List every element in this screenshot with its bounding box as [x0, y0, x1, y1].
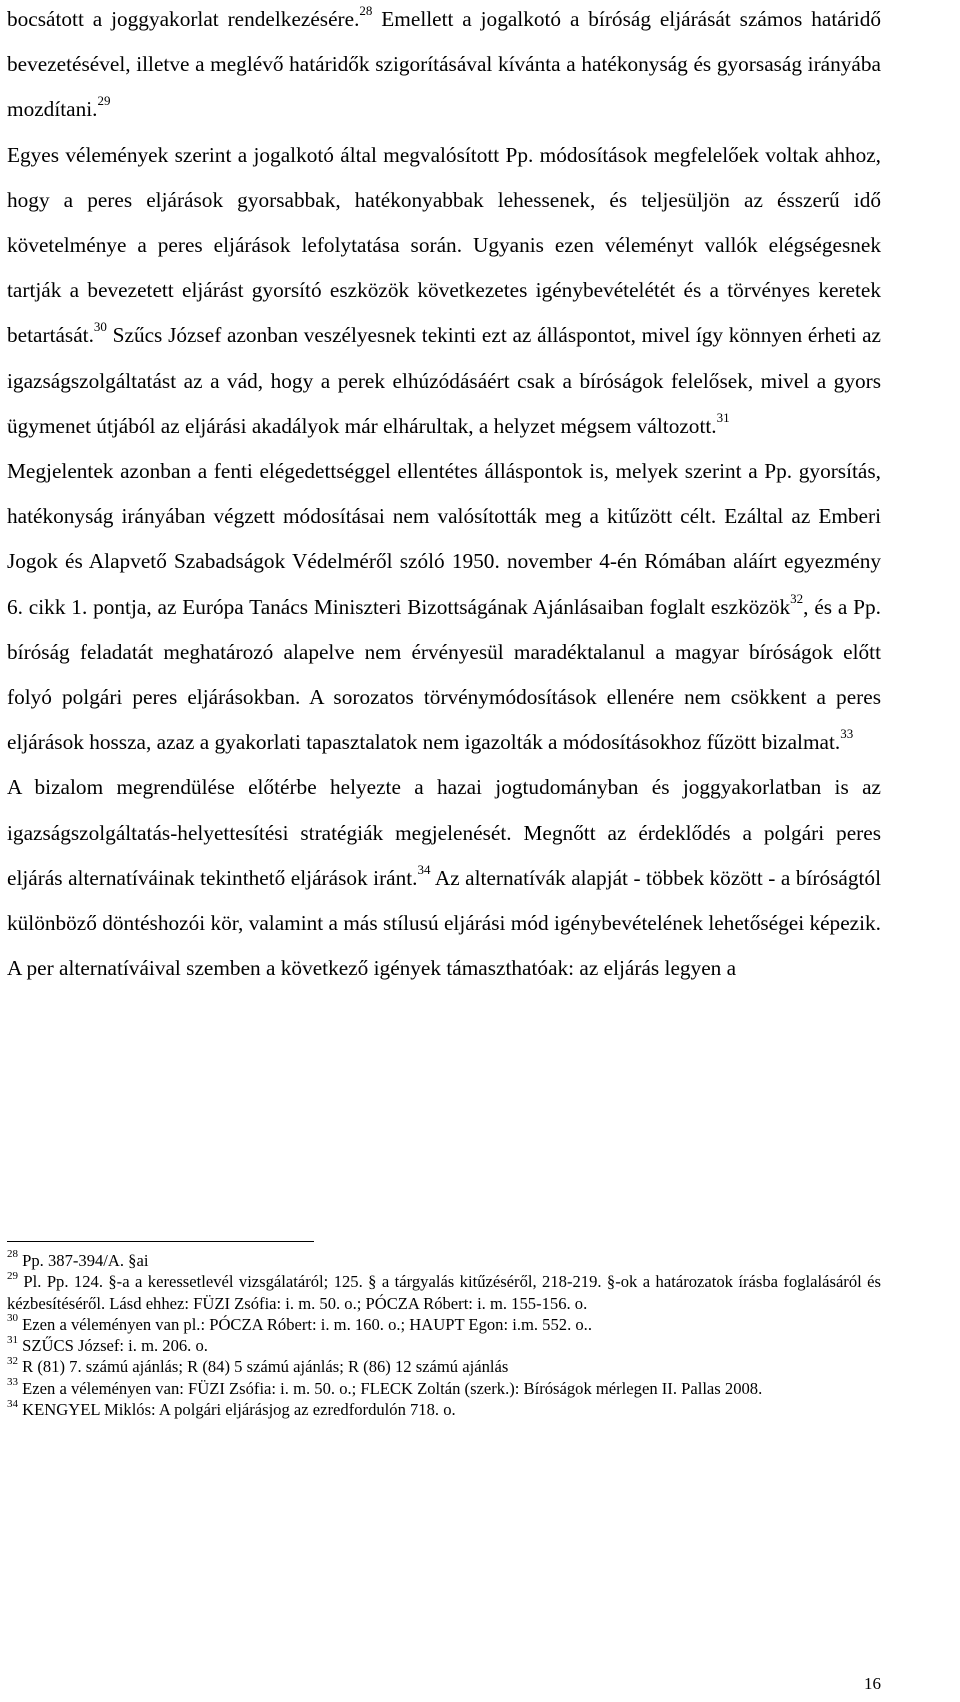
footnote-text: Ezen a véleményen van: FÜZI Zsófia: i. m. 50. o.; FLECK Zoltán (szerk.): Bíróságok mérlegen II. Pallas 2008. — [22, 1378, 763, 1398]
footnote-reference: 30 — [93, 319, 107, 335]
footnote-number: 28 — [7, 1248, 18, 1261]
footnote-number: 34 — [7, 1397, 18, 1410]
footnote — [7, 1356, 881, 1377]
text-run: A bizalom megrendülése előtérbe helyezte a hazai jogtudományban és joggyakorlatban is az igazságszolgáltatás-helyettesítési stratégiák megjelenését. Megnőtt az érdeklődés a polgári peres eljárás alternatíváinak tekinthető eljárások iránt. — [7, 775, 881, 890]
footnote-text: KENGYEL Miklós: A polgári eljárásjog az ezredfordulón 718. o. — [22, 1400, 456, 1420]
text-run: Az alternatívák alapját - többek között - a bíróságtól különböző döntéshozói kör, valamint a más stílusú eljárási mód igénybevételének lehetőségei képezik. A per alternatíváival szemben a következő igények támaszthatóak: az eljárás legyen a — [7, 865, 881, 981]
footnote-text: Ezen a véleményen van pl.: PÓCZA Róbert: i. m. 160. o.; HAUPT Egon: i.m. 552. o.. — [22, 1314, 592, 1334]
text-run: Megjelentek azonban a fenti elégedettséggel ellentétes álláspontok is, melyek szerint a Pp. gyorsítás, hatékonyság irányában végzett módosításai nem valósították meg a kitűzött célt. Ezáltal az Emberi Jogok és Alapvető Szabadságok Védelméről szóló 1950. november 4-én Rómában aláírt egyezmény 6. cikk 1. pontja, az Európa Tanács Miniszteri Bizottságának Ajánlásaiban foglalt eszközök — [7, 459, 881, 619]
page-number: 16 — [864, 1674, 881, 1693]
document-body — [7, 0, 881, 991]
text-run: Emellett a jogalkotó a bíróság eljárását számos határidő bevezetésével, illetve a meglévő határidők szigorításával kívánta a hatékonyság és gyorsaság irányába mozdítani. — [7, 7, 881, 122]
footnotes — [7, 1250, 881, 1420]
text-run: , és a Pp. bíróság feladatát meghatározó alapelve nem érvényesül maradéktalanul a magyar bíróságok előtt folyó polgári peres eljárásokban. A sorozatos törvénymódosítások ellenére nem csökkent a peres eljárások hossza, azaz a gyakorlati tapasztalatok nem igazolták a módosításokhoz fűzött bizalmat. — [7, 594, 881, 755]
footnote-reference: 28 — [359, 2, 373, 18]
footnote — [7, 1335, 881, 1356]
footnote-reference: 31 — [716, 409, 730, 425]
footnote — [7, 1399, 881, 1420]
footnote-text: SZŰCS József: i. m. 206. o. — [22, 1336, 208, 1356]
text-run: Egyes vélemények szerint a jogalkotó által megvalósított Pp. módosítások megfelelőek voltak ahhoz, hogy a peres eljárások gyorsabbak, hatékonyabbak lehessenek, és teljesüljön az ésszerű idő követelménye a peres eljárások lefolytatása során. Ugyanis ezen véleményt vallók elégségesnek tartják a bevezetett eljárást gyorsító eszközök következetes igénybevételétét és a törvényes keretek betartását. — [7, 142, 881, 348]
footnote-text: R (81) 7. számú ajánlás; R (84) 5 számú ajánlás; R (86) 12 számú ajánlás — [22, 1357, 509, 1377]
text-run: bocsátott a joggyakorlat rendelkezésére. — [7, 7, 360, 31]
paragraph-3 — [7, 449, 881, 765]
footnote-reference: 29 — [97, 93, 111, 109]
text-run: Szűcs József azonban veszélyesnek tekinti ezt az álláspontot, mivel így könnyen érheti az igazságszolgáltatást az a vád, hogy a perek elhúzódásáért csak a bíróságok felelősek, mivel a gyors ügymenet útjából az eljárási akadályok már elhárultak, a helyzet mégsem változott. — [7, 323, 881, 438]
footnote — [7, 1250, 881, 1271]
footnote-reference: 34 — [417, 861, 431, 877]
footnote-reference: 33 — [840, 726, 854, 742]
footnote-number: 31 — [7, 1333, 18, 1346]
footnote-text: Pp. 387-394/A. §ai — [22, 1251, 149, 1270]
paragraph-4 — [7, 765, 881, 991]
footnote — [7, 1378, 881, 1399]
paragraph-1 — [7, 0, 881, 133]
footnote — [7, 1271, 881, 1314]
footnote-number: 30 — [7, 1312, 18, 1325]
footnote-number: 32 — [7, 1354, 18, 1367]
paragraph-2 — [7, 133, 881, 449]
footnote-number: 33 — [7, 1376, 18, 1389]
footnote — [7, 1314, 881, 1335]
footnote-separator — [7, 1241, 314, 1242]
footnote-reference: 32 — [790, 590, 804, 606]
footnote-text: Pl. Pp. 124. §-a a keressetlevél vizsgálatáról; 125. § a tárgyalás kitűzéséről, 218-219. §-ok a határozatok írásba foglalásáról és kézbesítéséről. Lásd ehhez: FÜZI Zsófia: i. m. 50. o.; PÓCZA Róbert: i. m. 155-156. o. — [7, 1272, 881, 1313]
footnote-number: 29 — [7, 1269, 18, 1282]
